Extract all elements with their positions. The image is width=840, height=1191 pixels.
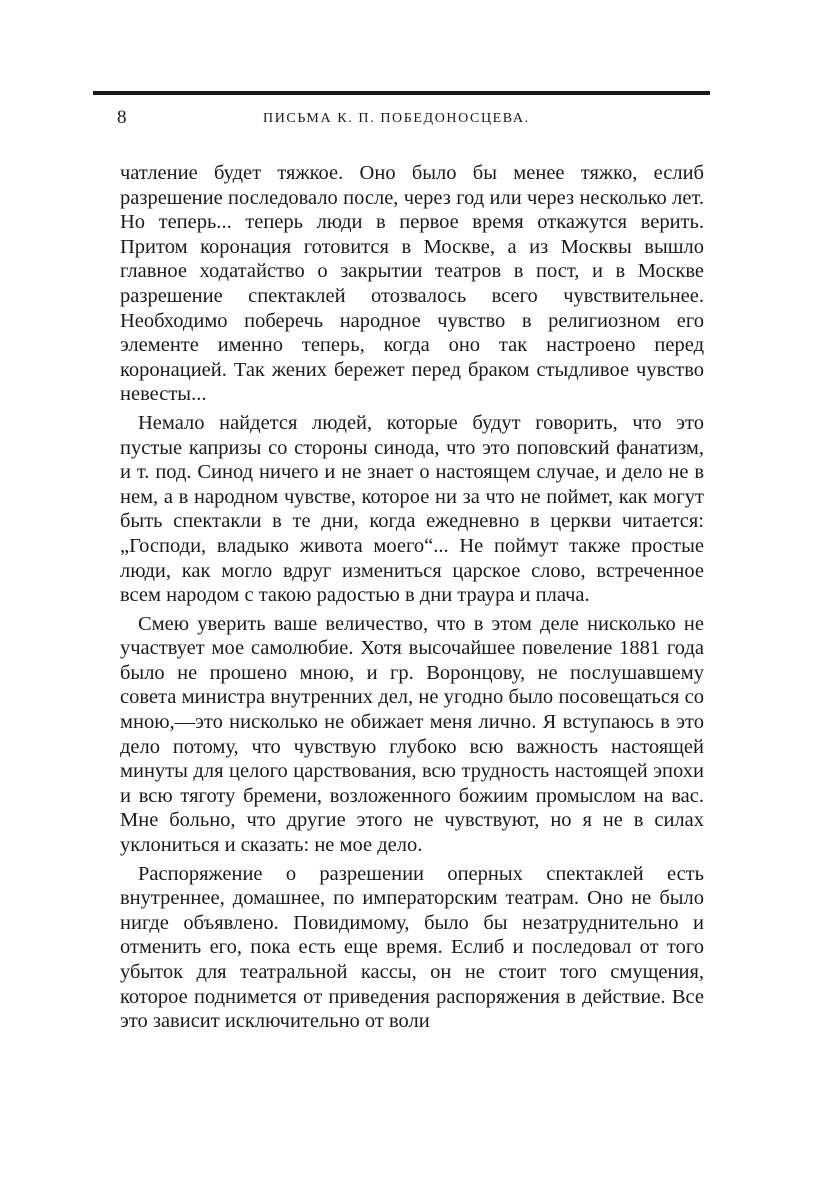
page-number: 8 xyxy=(117,107,127,128)
paragraph: Немало найдется людей, которые будут говорить, что это пустые капризы со стороны синода, что это поповский фанатизм, и т. под. Синод ничего и не знает о настоящем случае, и дело не в нем, а в народном чувстве, которое ни за что не поймет, как могут быть спектакли в те дни, когда ежедневно в церкви читается: „Господи, владыко живота моего“... Не поймут также простые люди, как могло вдруг измениться царское слово, встреченное всем народом с такою радостью в дни траура и плача. xyxy=(120,411,704,607)
header-rule xyxy=(93,91,710,95)
running-head: ПИСЬМА К. П. ПОБЕДОНОСЦЕВА. xyxy=(263,111,530,126)
paragraph: чатление будет тяжкое. Оно было бы менее тяжко, еслиб разрешение последовало после, через год или через несколько лет. Но теперь... теперь люди в первое время откажутся верить. Притом коронация готовится в Москве, а из Москвы вышло главное ходатайство о закрытии театров в пост, и в Москве разрешение спектаклей отозвалось всего чувствительнее. Необходимо поберечь народное чувство в религиозном его элементе именно теперь, когда оно так настроено перед коронацией. Так жених бережет перед браком стыдливое чувство невесты... xyxy=(120,162,704,406)
paragraph: Смею уверить ваше величество, что в этом деле нисколько не участвует мое самолюбие. Хотя высочайшее повеление 1881 года было не прошено мною, и гр. Воронцову, не послушавшему совета министра внутренних дел, не угодно было посовещаться со мною,—это нисколько не обижает меня лично. Я вступаюсь в это дело потому, что чувствую глубоко всю важность настоящей минуты для целого царствования, всю трудность настоящей эпохи и всю тяготу бремени, возложенного божиим промыслом на вас. Мне больно, что другие этого не чувствуют, но я не в силах уклониться и сказать: не мое дело. xyxy=(120,612,704,857)
page-header xyxy=(93,104,710,134)
paragraph: Распоряжение о разрешении оперных спектаклей есть внутреннее, домашнее, по императорским театрам. Оно не было нигде объявлено. Повидимому, было бы незатруднительно и отменить его, пока есть еще время. Еслиб и последовал от того убыток для театральной кассы, он не стоит того смущения, которое поднимется от приведения распоряжения в действие. Все это зависит исключительно от воли xyxy=(120,862,704,1033)
body-text xyxy=(120,161,704,1034)
